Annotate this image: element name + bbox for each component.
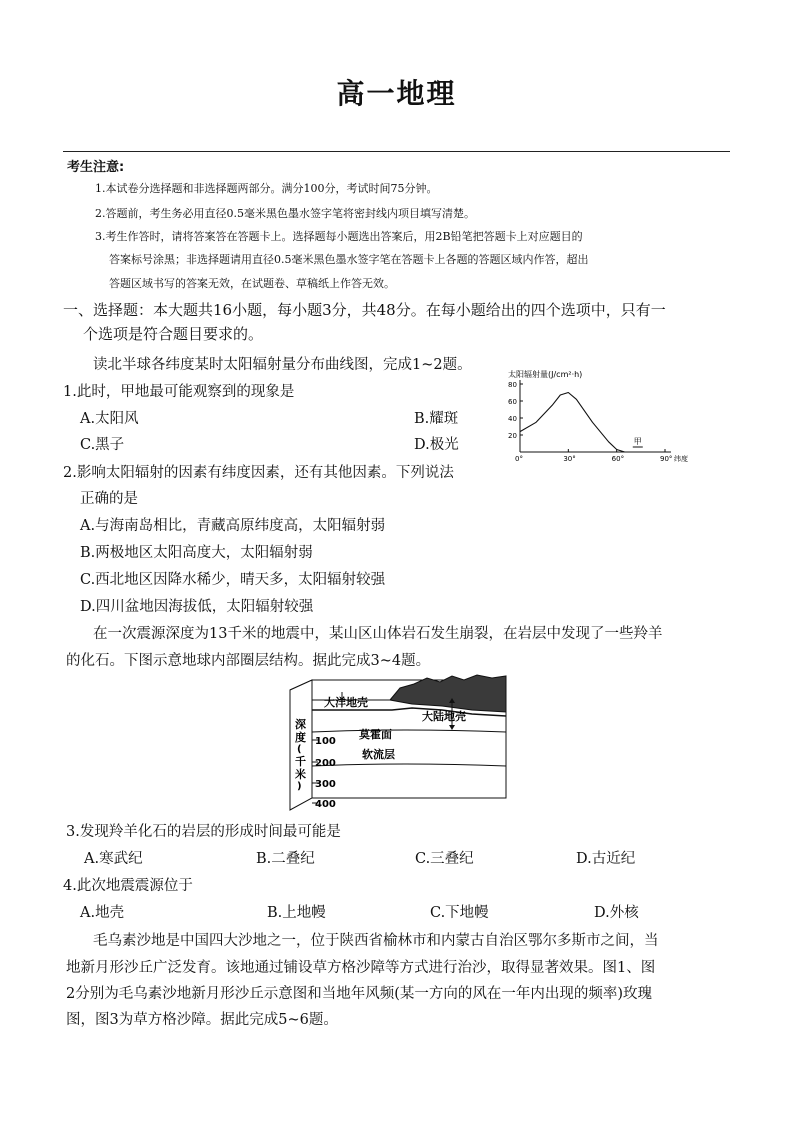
section-heading-line1: 一、选择题：本大题共16小题，每小题3分，共48分。在每小题给出的四个选项中，只有一: [63, 301, 666, 319]
x-tick-label: 30°: [563, 455, 576, 463]
note-item: 答题区域书写的答案无效，在试题卷、草稿纸上作答无效。: [109, 277, 395, 290]
q3-option-a: A.寒武纪: [84, 851, 143, 867]
chart-title: 太阳辐射量(J/cm²·h): [508, 370, 583, 379]
y-tick-label: 40: [508, 415, 517, 423]
label-ocean-crust: 大洋地壳: [324, 696, 368, 709]
depth-axis-char: 千: [295, 755, 306, 768]
depth-axis-char: ): [297, 781, 302, 792]
annotation-jia: 甲: [633, 437, 642, 446]
x-axis-label: 纬度: [674, 455, 688, 463]
note-item: 3.考生作答时，请将答案答在答题卡上。选择题每小题选出答案后，用2B铅笔把答题卡上对应题目的: [95, 230, 583, 243]
intro-q5-6-line3: 2分别为毛乌素沙地新月形沙丘示意图和当地年风频(某一方向的风在一年内出现的频率)玫瑰: [66, 986, 653, 1002]
q1-option-c: C.黑子: [80, 437, 125, 453]
y-tick-label: 60: [508, 398, 517, 406]
q4-option-b: B.上地幔: [267, 905, 326, 921]
intro-q3-4-line2: 的化石。下图示意地球内部圈层结构。据此完成3~4题。: [66, 653, 431, 669]
title-divider: [63, 151, 730, 152]
intro-q5-6-line4: 图，图3为草方格沙障。据此完成5~6题。: [66, 1012, 338, 1028]
q3-option-d: D.古近纪: [576, 851, 636, 867]
label-asthenosphere: 软流层: [362, 748, 395, 761]
q1-stem: 1.此时，甲地最可能观察到的现象是: [63, 384, 295, 400]
q1-option-d: D.极光: [414, 437, 459, 453]
q1-option-b: B.耀斑: [414, 411, 459, 427]
q2-option-a: A.与海南岛相比，青藏高原纬度高，太阳辐射弱: [80, 518, 386, 534]
x-tick-label: 0°: [515, 455, 523, 463]
q2-option-b: B.两极地区太阳高度大，太阳辐射弱: [80, 545, 313, 561]
q2-option-c: C.西北地区因降水稀少，晴天多，太阳辐射较强: [80, 572, 386, 588]
q4-option-a: A.地壳: [80, 905, 125, 921]
q3-option-c: C.三叠纪: [415, 851, 474, 867]
intro-q5-6-line2: 地新月形沙丘广泛发育。该地通过铺设草方格沙障等方式进行治沙，取得显著效果。图1、图: [66, 960, 656, 976]
intro-q3-4-line1: 在一次震源深度为13千米的地震中，某山区山体岩石发生崩裂，在岩层中发现了一些羚羊: [93, 626, 663, 642]
depth-label-200: 200: [315, 758, 336, 769]
solar-radiation-chart: [500, 366, 700, 466]
q1-option-a: A.太阳风: [80, 411, 139, 427]
note-item: 2.答题前，考生务必用直径0.5毫米黑色墨水签字笔将密封线内项目填写清楚。: [95, 207, 475, 220]
depth-label-400: 400: [315, 799, 336, 810]
page-title: 高一地理: [336, 77, 457, 110]
intro-q5-6-line1: 毛乌素沙地是中国四大沙地之一，位于陕西省榆林市和内蒙古自治区鄂尔多斯市之间，当: [93, 933, 659, 949]
x-tick-label: 60°: [611, 455, 625, 463]
note-item: 1.本试卷分选择题和非选择题两部分。满分100分，考试时间75分钟。: [95, 182, 438, 195]
q4-option-d: D.外核: [594, 905, 639, 921]
y-tick-label: 20: [508, 432, 517, 440]
depth-label-100: 100: [315, 736, 336, 747]
q2-option-d: D.四川盆地因海拔低，太阳辐射较强: [80, 599, 314, 615]
y-tick-label: 80: [508, 381, 517, 389]
section-heading-line2: 个选项是符合题目要求的。: [83, 325, 264, 343]
intro-q1-2: 读北半球各纬度某时太阳辐射量分布曲线图，完成1~2题。: [93, 357, 472, 373]
q4-option-c: C.下地幔: [430, 905, 489, 921]
label-moho: 莫霍面: [359, 728, 392, 741]
q3-stem: 3.发现羚羊化石的岩层的形成时间最可能是: [66, 824, 341, 840]
note-item: 答案标号涂黑；非选择题请用直径0.5毫米黑色墨水签字笔在答题卡上各题的答题区域内作答，超出: [109, 253, 589, 266]
earth-layers-diagram: [282, 670, 512, 816]
q2-stem-line2: 正确的是: [80, 491, 138, 507]
q3-option-b: B.二叠纪: [256, 851, 315, 867]
q2-stem-line1: 2.影响太阳辐射的因素有纬度因素，还有其他因素。下列说法: [63, 465, 454, 481]
depth-axis-char: 米: [295, 768, 306, 781]
depth-axis-char: 深: [295, 718, 306, 731]
q4-stem: 4.此次地震震源位于: [63, 878, 193, 894]
x-tick-label: 90°: [660, 455, 673, 463]
depth-axis-char: 度: [295, 731, 306, 744]
depth-label-300: 300: [315, 779, 336, 790]
radiation-curve: [520, 393, 625, 453]
notes-heading: 考生注意:: [67, 160, 125, 175]
label-continental-crust: 大陆地壳: [422, 710, 466, 723]
depth-axis-char: (: [297, 744, 302, 755]
